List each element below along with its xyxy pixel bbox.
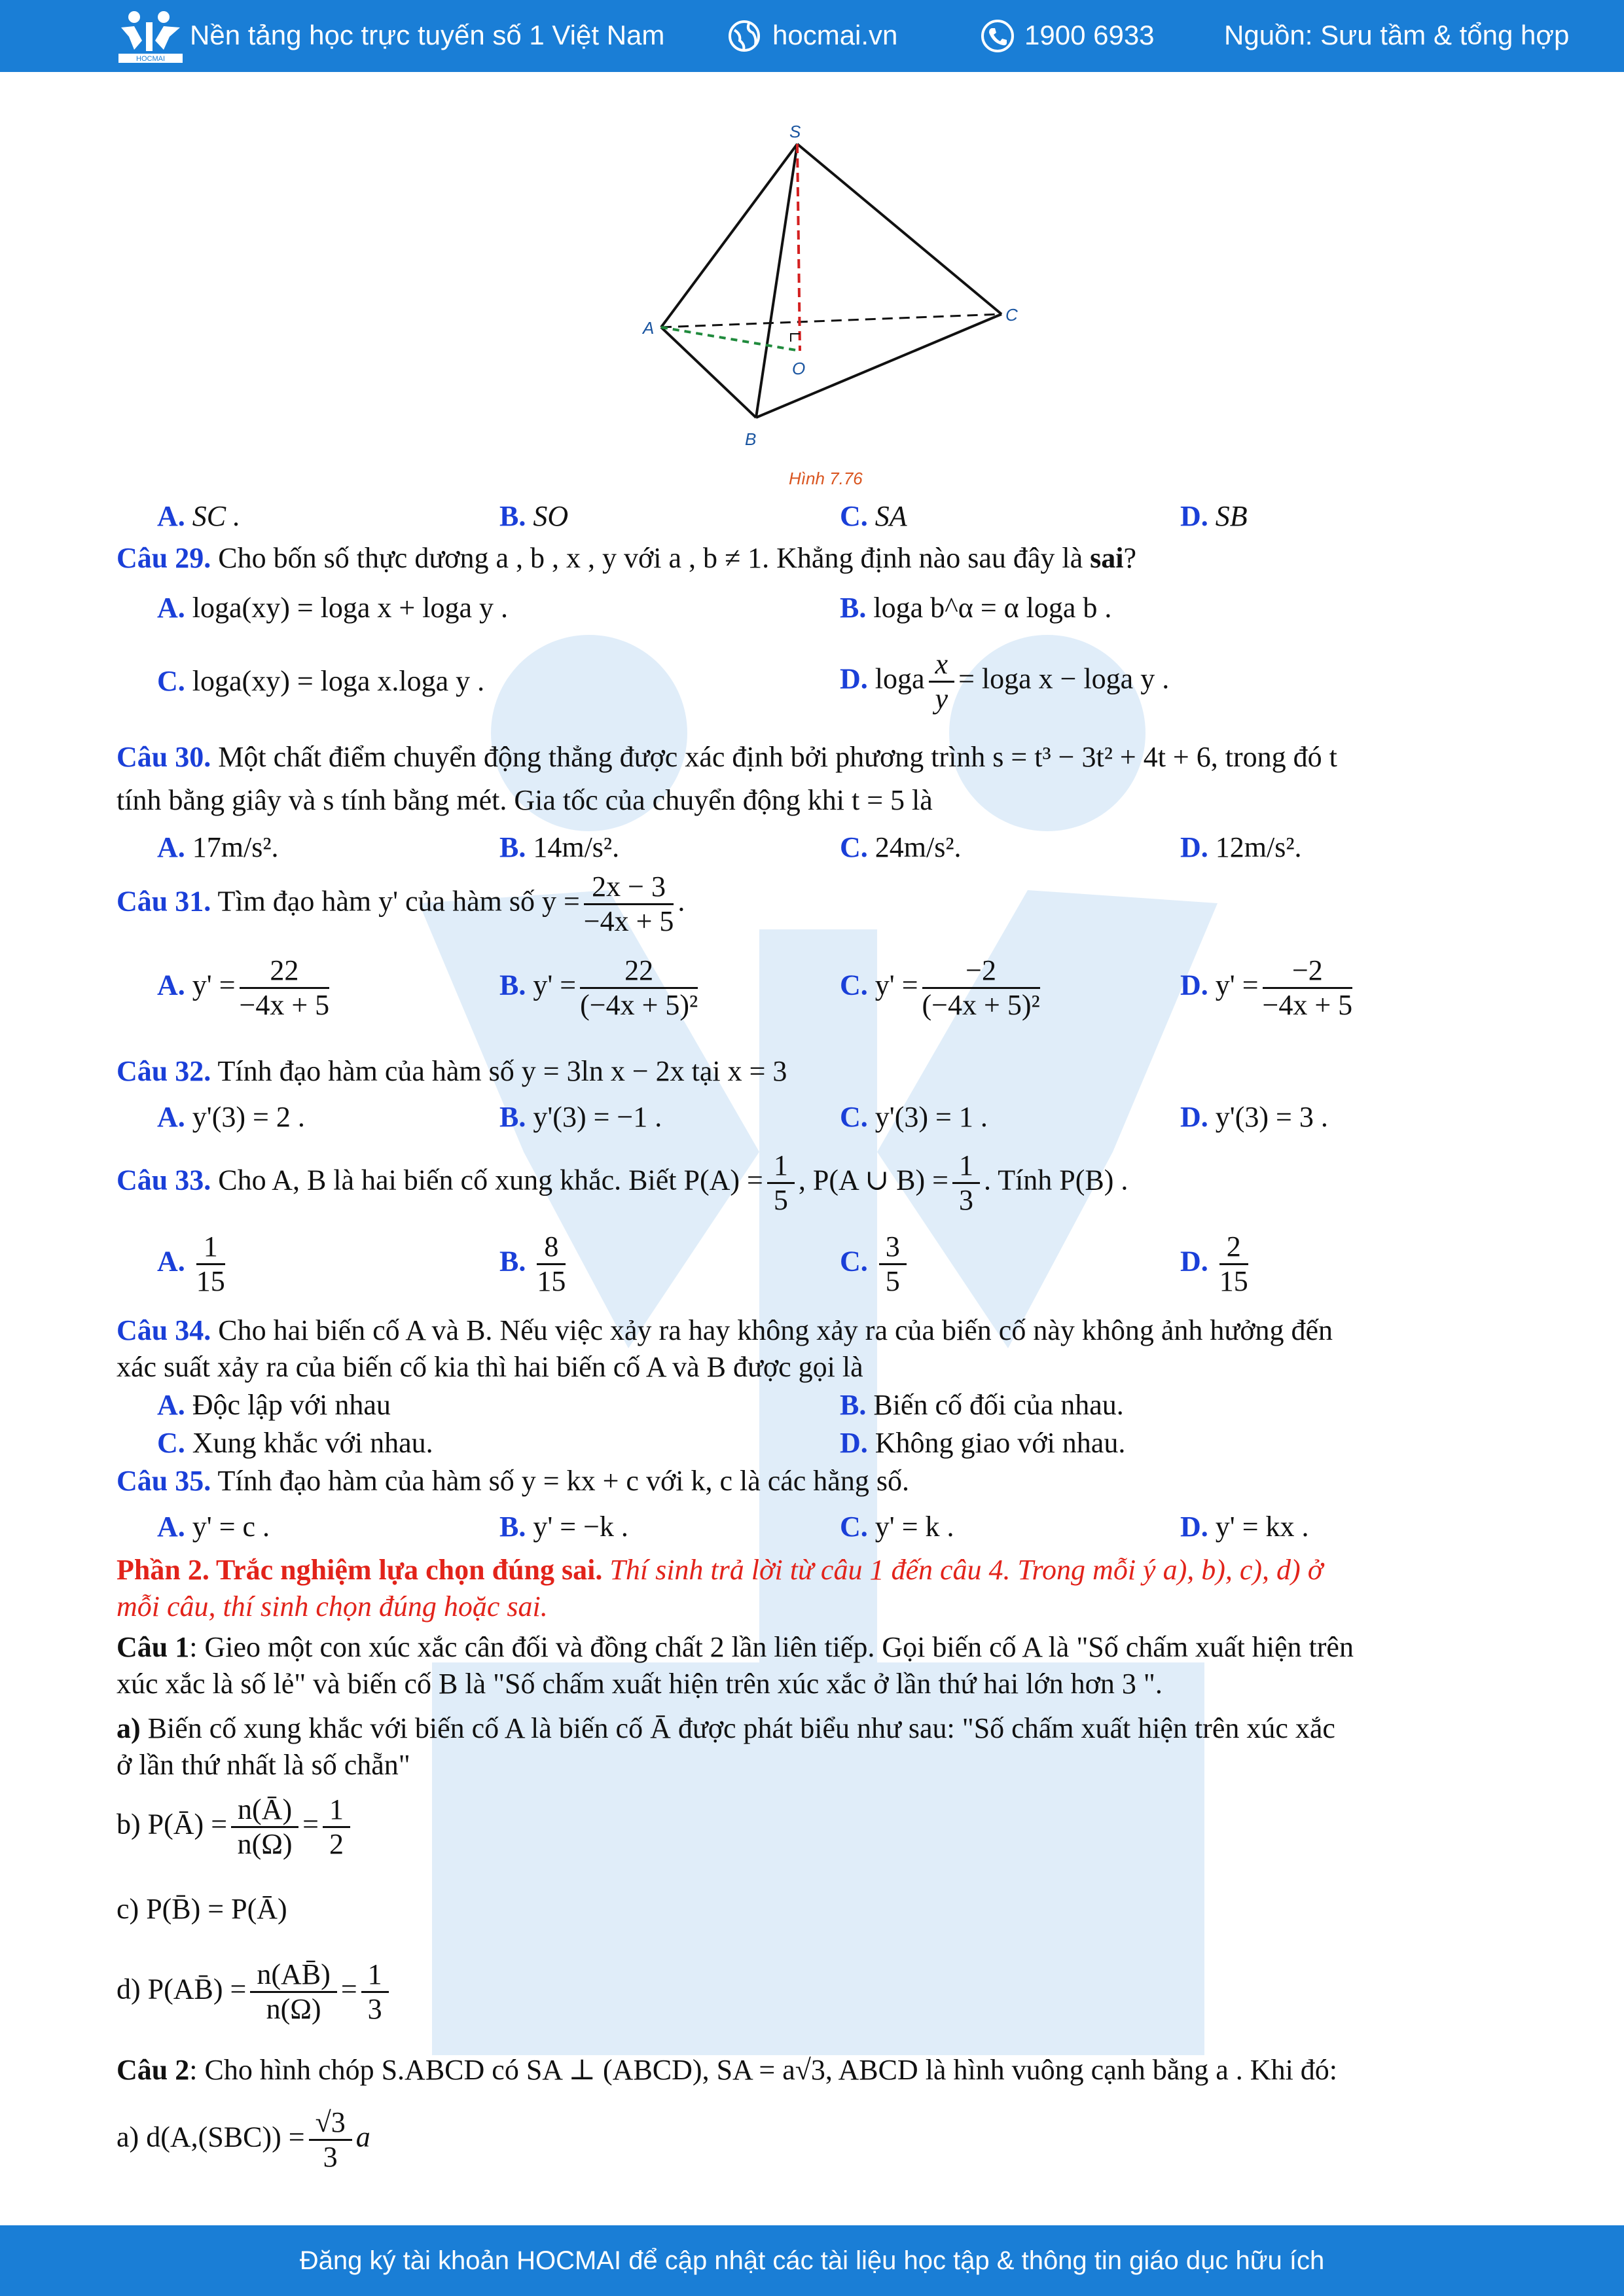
question-31: Câu 31. Tìm đạo hàm y' của hàm số y = $\frac{2x - 3}{-4x + 5}$ . [117, 870, 685, 937]
svg-text:HOCMAI: HOCMAI [136, 55, 165, 63]
answer-c: C. SA [840, 500, 907, 532]
part2-question-2: Câu 2: Cho hình chóp S.ABCD có SA ⊥ (ABCD), SA = a√3, ABCD là hình vuông cạnh bằng a . Khi đó: [117, 2054, 1338, 2086]
top-banner [0, 0, 1624, 72]
answer-d: D. 12m/s². [1180, 831, 1302, 863]
vertex-s-label: S [789, 122, 801, 141]
answer-c: C. loga(xy) = loga x.loga y . [157, 665, 485, 697]
answer-d: D. y' = kx . [1180, 1511, 1309, 1543]
source-note: Nguồn: Sưu tầm & tổng hợp [1224, 20, 1570, 50]
answer-b: B. y' = $\frac{22}{\text{(−4x + 5)²}}$ [499, 954, 698, 1021]
question-32: Câu 32. Tính đạo hàm của hàm số y = 3ln x − 2x tại x = 3 [117, 1055, 787, 1087]
answer-d: D. Không giao với nhau. [840, 1427, 1126, 1459]
part2-question-1: Câu 1: Gieo một con xúc xắc cân đối và đồng chất 2 lần liên tiếp. Gọi biến cố A là "Số chấm xuất hiện trên [117, 1631, 1354, 1663]
answer-c: C. $\frac{3}{5}$ [840, 1230, 911, 1298]
answer-d: D. SB [1180, 500, 1248, 532]
answer-c: C. y'(3) = 1 . [840, 1101, 988, 1133]
vertex-a-label: A [643, 318, 655, 338]
question-29: Câu 29. Cho bốn số thực dương a , b , x , y với a , b ≠ 1. Khẳng định nào sau đây là sai? [117, 542, 1137, 574]
answer-d: D. $\frac{2}{15}$ [1180, 1230, 1248, 1297]
part2-question-1-cont: xúc xắc là số lẻ" và biến cố B là "Số chấm xuất hiện trên xúc xắc ở lần thứ hai lớn hơn 3 ". [117, 1668, 1163, 1700]
statement-b: b) P(Ā) = $\frac{n(Ā)}{n(\Omega)}$ = $\frac{1}{2}$ [117, 1793, 354, 1861]
answer-c: C. 24m/s². [840, 831, 962, 863]
answer-c: C. Xung khắc với nhau. [157, 1427, 433, 1459]
question-30: Câu 30. Một chất điểm chuyển động thẳng được xác định bởi phương trình s = t³ − 3t² + 4t + 6, trong đó t [117, 741, 1337, 773]
answer-b: B. 14m/s². [499, 831, 620, 863]
answer-a: A. loga(xy) = loga x + loga y . [157, 592, 508, 624]
statement-a-cont: ở lần thứ nhất là số chẵn" [117, 1749, 410, 1781]
answer-a: A. 17m/s². [157, 831, 279, 863]
statement-d: d) P(AB̄) = $\frac{n(AB̄)}{n(\Omega)}$ = $\frac{1}{3}$ [117, 1958, 393, 2026]
bottom-banner[interactable]: Đăng ký tài khoản HOCMAI để cập nhật các tài liệu học tập & thông tin giáo dục hữu ích [0, 2225, 1624, 2296]
answer-a: A. y'(3) = 2 . [157, 1101, 305, 1133]
answer-b: B. $\frac{8}{15}$ [499, 1230, 566, 1297]
answer-d: D. y' = $\frac{-2}{-4x + 5}$ [1180, 954, 1353, 1021]
answer-d: D. loga $\frac{x}{y}$ = loga x − loga y . [840, 648, 1170, 715]
answer-b: B. y' = −k . [499, 1511, 628, 1543]
answer-c: C. y' = $\frac{-2}{\text{(−4x + 5)²}}$ [840, 954, 1040, 1021]
question-34: Câu 34. Cho hai biến cố A và B. Nếu việc xảy ra hay không xảy ra của biến cố này không ảnh hưởng đến [117, 1314, 1333, 1346]
answer-c: C. y' = k . [840, 1511, 954, 1543]
phone-icon [980, 18, 1015, 54]
hocmai-logo [115, 8, 187, 64]
answer-a: A. y' = $\frac{22}{-4x + 5}$ [157, 954, 330, 1021]
vertex-b-label: B [745, 429, 757, 449]
answer-a: A. y' = c . [157, 1511, 270, 1543]
hotline[interactable]: 1900 6933 [1024, 20, 1155, 50]
globe-icon [727, 18, 762, 54]
statement-a: a) d(A,(SBC)) = $\frac{√3}{3}$ a [117, 2106, 370, 2173]
answer-a: A. Độc lập với nhau [157, 1389, 391, 1421]
question-30-cont: tính bằng giây và s tính bằng mét. Gia tốc của chuyển động khi t = 5 là [117, 784, 933, 816]
pyramid-figure [628, 111, 1034, 497]
part-2-heading: Phần 2. Trắc nghiệm lựa chọn đúng sai. Thí sinh trả lời từ câu 1 đến câu 4. Trong mỗi ý a), b), c), d) ở [117, 1554, 1324, 1586]
answer-b: B. loga b^α = α loga b . [840, 592, 1112, 624]
part-2-instructions: mỗi câu, thí sinh chọn đúng hoặc sai. [117, 1590, 548, 1623]
answer-a: A. $\frac{1}{15}$ [157, 1230, 225, 1297]
website-link[interactable]: hocmai.vn [772, 20, 898, 50]
answer-b: B. SO [499, 500, 569, 532]
slogan: Nền tảng học trực tuyến số 1 Việt Nam [190, 20, 665, 50]
statement-c: c) P(B̄) = P(Ā) [117, 1893, 287, 1925]
answer-b: B. y'(3) = −1 . [499, 1101, 662, 1133]
point-o-label: O [792, 359, 806, 378]
answer-a: A. SC . [157, 500, 241, 532]
answer-d: D. y'(3) = 3 . [1180, 1101, 1328, 1133]
question-35: Câu 35. Tính đạo hàm của hàm số y = kx + c với k, c là các hằng số. [117, 1465, 909, 1497]
question-33: Câu 33. Cho A, B là hai biến cố xung khắc. Biết P(A) = $\frac{1}{5}$ , P(A ∪ B) = $\frac{1}{3}$ . Tính P(B) . [117, 1149, 1128, 1216]
vertex-c-label: C [1005, 305, 1018, 325]
statement-a: a) Biến cố xung khắc với biến cố A là biến cố Ā được phát biểu như sau: "Số chấm xuất hiện trên xúc xắc [117, 1712, 1335, 1744]
figure-caption: Hình 7.76 [789, 469, 863, 488]
answer-b: B. Biến cố đối của nhau. [840, 1389, 1124, 1421]
question-34-cont: xác suất xảy ra của biến cố kia thì hai biến cố A và B được gọi là [117, 1351, 863, 1383]
